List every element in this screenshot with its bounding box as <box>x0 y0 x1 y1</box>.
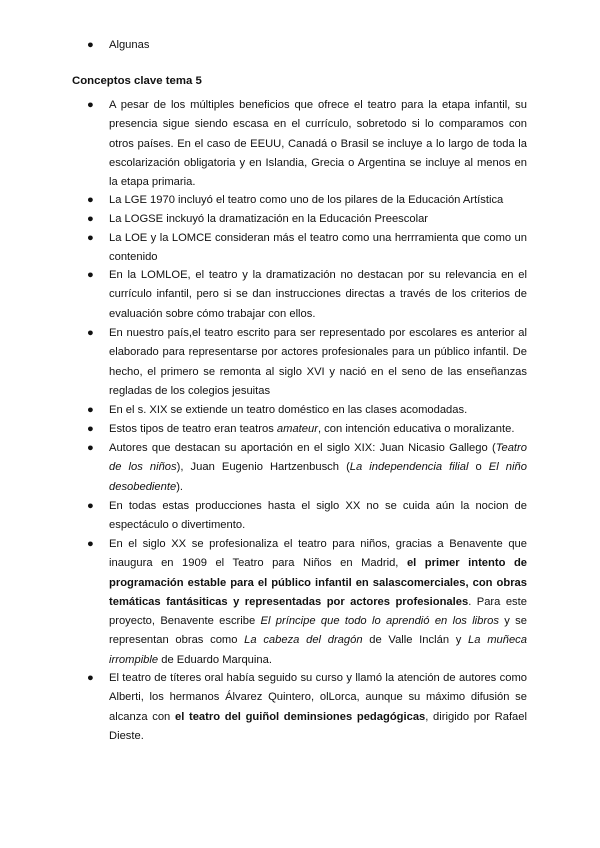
bullet-icon: ● <box>87 404 94 416</box>
list-item <box>87 191 527 210</box>
bullet-text: En el siglo XX se profesionaliza el teatro para niños, gracias a Benavente que inaugura en 1909 el Teatro para Niños en Madrid, el primer intento de programación estable para el público infantil en salascomerciales, con obras temáticas fantásiticas y representadas por actores profesionales. Para este proyecto, Benavente escribe El príncipe que todo lo aprendió en los libros y se representan obras como La cabeza del dragón de Valle Inclán y La muñeca irrompible de Eduardo Marquina. <box>109 538 527 666</box>
bullet-text: La LOE y la LOMCE consideran más el teatro como una herrramienta que como un contenido <box>109 232 527 264</box>
list-item <box>87 535 527 670</box>
bullet-icon: ● <box>87 269 94 281</box>
bullet-text: En nuestro país,el teatro escrito para ser representado por escolares es anterior al elaborado para representarse por actores profesionales para un público infantil. De hecho, el primero se remonta al siglo XVI y nació en el seno de las enseñanzas regladas de los colegios jesuitas <box>109 327 527 397</box>
bullet-text: Autores que destacan su aportación en el siglo XIX: Juan Nicasio Gallego (Teatro de los niños), Juan Eugenio Hartzenbusch (La independencia filial o El niño desobediente). <box>109 442 527 493</box>
bullet-icon: ● <box>87 194 94 206</box>
bullet-icon: ● <box>87 423 94 435</box>
list-item <box>87 96 527 192</box>
bullet-text: La LGE 1970 incluyó el teatro como uno de los pilares de la Educación Artística <box>109 194 504 206</box>
list-item <box>87 669 527 746</box>
bullet-text: En todas estas producciones hasta el siglo XX no se cuida aún la nocion de espectáculo o divertimento. <box>109 500 527 532</box>
list-item <box>87 229 527 268</box>
bullet-text: La LOGSE inckuyó la dramatización en la Educación Preescolar <box>109 213 429 225</box>
bullet-icon: ● <box>87 327 94 339</box>
bullet-text: En el s. XIX se extiende un teatro doméstico en las clases acomodadas. <box>109 404 468 416</box>
list-item <box>87 210 527 229</box>
list-item <box>87 266 527 324</box>
bullet-icon: ● <box>87 99 94 111</box>
list-item <box>87 439 527 497</box>
list-item <box>87 36 527 55</box>
list-item <box>87 420 527 439</box>
bullet-icon: ● <box>87 39 94 51</box>
bullet-text: En la LOMLOE, el teatro y la dramatización no destacan por su relevancia en el currículo infantil, pero si se dan instrucciones directas a través de los criterios de evaluación sobre cómo trabajar con ellos. <box>109 269 527 320</box>
bullet-text: Algunas <box>109 39 150 51</box>
bullet-icon: ● <box>87 672 94 684</box>
bullet-text: A pesar de los múltiples beneficios que ofrece el teatro para la etapa infantil, su presencia sigue siendo escasa en el currículo, sobretodo si lo comparamos con otros países. En el caso de EEUU, Canadá o Brasil se incluye a lo largo de toda la escolarización obligatoria y en Islandia, Grecia o Argentina se incluye al menos en la etapa primaria. <box>109 99 527 189</box>
bullet-text: El teatro de títeres oral había seguido su curso y llamó la atención de autores como Alberti, los hermanos Álvarez Quintero, olLorca, aunque su máximo difusión se alcanza con el teatro del guiñol deminsiones pedagógicas, dirigido por Rafael Dieste. <box>109 672 527 742</box>
list-item <box>87 497 527 536</box>
list-item <box>87 324 527 401</box>
section-heading: Conceptos clave tema 5 <box>72 75 202 87</box>
bullet-icon: ● <box>87 500 94 512</box>
bullet-icon: ● <box>87 442 94 454</box>
bullet-icon: ● <box>87 538 94 550</box>
bullet-icon: ● <box>87 213 94 225</box>
bullet-text: Estos tipos de teatro eran teatros amateur, con intención educativa o moralizante. <box>109 423 515 435</box>
bullet-icon: ● <box>87 232 94 244</box>
list-item <box>87 401 527 420</box>
